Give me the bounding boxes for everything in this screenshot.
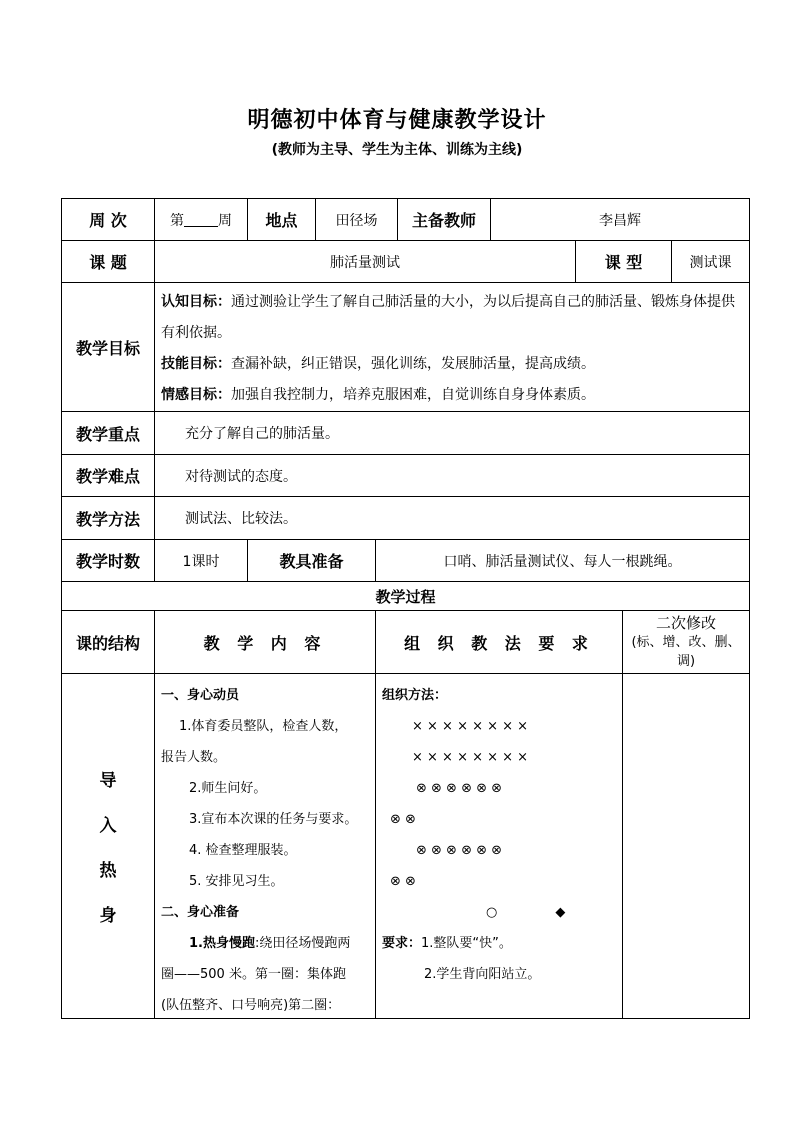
formation-row-4: ⊗ ⊗ <box>390 812 416 827</box>
side-char-2: 入 <box>99 816 117 836</box>
topic-label: 课 题 <box>62 241 155 283</box>
section-mobilize: 一、身心动员 <box>161 688 240 703</box>
warmup-content <box>155 674 376 1018</box>
goals-label: 教学目标 <box>62 283 155 412</box>
teacher-value: 李昌辉 <box>491 199 749 241</box>
hours-value: 1课时 <box>155 540 248 582</box>
run-cont-1: 圈——500 米。第一圈：集体跑 <box>161 967 346 982</box>
requirement-1: 要求：1.整队要“快”。 <box>382 936 512 951</box>
formation-row-5: ⊗ ⊗ ⊗ ⊗ ⊗ ⊗ <box>416 843 503 858</box>
equipment-value: 口哨、肺活量测试仪、每人一根跳绳。 <box>376 540 749 582</box>
difficulty-label: 教学难点 <box>62 455 155 497</box>
process-title: 教学过程 <box>62 582 749 611</box>
warmup-revision <box>623 674 749 1018</box>
difficulty-value: 对待测试的态度。 <box>155 455 749 497</box>
formation-row-6: ⊗ ⊗ <box>390 874 416 889</box>
week-suffix: 周 <box>218 212 232 229</box>
goal-cognitive: 认知目标：通过测验让学生了解自己肺活量的大小，为以后提高自己的肺活量、锻炼身体提供有利依据。 <box>161 294 735 341</box>
col-content: 教 学 内 容 <box>155 611 376 674</box>
teacher-mark: ○ <box>486 905 498 920</box>
week-cell <box>155 199 248 241</box>
equipment-label: 教具准备 <box>248 540 376 582</box>
requirement-2: 2.学生背向阳站立。 <box>424 967 541 982</box>
formation-row-2: × × × × × × × × <box>412 750 529 765</box>
run-cont-2: (队伍整齐、口号响亮)第二圈： <box>161 998 341 1013</box>
run-item: 1.热身慢跑:绕田径场慢跑两 <box>189 936 351 951</box>
side-char-4: 身 <box>99 906 117 926</box>
week-blank <box>184 212 218 227</box>
formation-row-1: × × × × × × × × <box>412 719 529 734</box>
revision-title: 二次修改 <box>655 613 716 632</box>
location-value: 田径场 <box>316 199 398 241</box>
week-prefix: 第 <box>170 212 184 229</box>
key-point-label: 教学重点 <box>62 412 155 455</box>
warmup-side-label <box>62 674 155 1018</box>
col-organization: 组 织 教 法 要 求 <box>376 611 623 674</box>
formation-row-3: ⊗ ⊗ ⊗ ⊗ ⊗ ⊗ <box>416 781 503 796</box>
item-2: 2.师生问好。 <box>189 781 267 796</box>
flag-mark: ◆ <box>555 905 566 920</box>
item-4: 4. 检查整理服装。 <box>189 843 297 858</box>
org-label: 组织方法： <box>382 688 448 703</box>
item-3: 3.宣布本次课的任务与要求。 <box>189 812 358 827</box>
goal-emotion: 情感目标：加强自我控制力，培养克服困难，自觉训练自身身体素质。 <box>161 387 595 403</box>
warmup-organization <box>376 674 623 1018</box>
week-label: 周 次 <box>62 199 155 241</box>
col-structure: 课的结构 <box>62 611 155 674</box>
goals-cell <box>155 283 749 412</box>
side-char-1: 导 <box>99 771 117 791</box>
page-title: 明德初中体育与健康教学设计 <box>247 108 547 133</box>
teacher-position-row <box>382 897 618 928</box>
item-5: 5. 安排见习生。 <box>189 874 284 889</box>
col-revision <box>623 611 749 674</box>
teacher-label: 主备教师 <box>398 199 491 241</box>
key-point-value: 充分了解自己的肺活量。 <box>155 412 749 455</box>
revision-note: (标、增、改、删、调) <box>631 634 741 669</box>
method-value: 测试法、比较法。 <box>155 497 749 540</box>
item-1-cont: 报告人数。 <box>161 750 227 765</box>
goal-skill: 技能目标：查漏补缺，纠正错误，强化训练，发展肺活量，提高成绩。 <box>161 356 595 372</box>
topic-value: 肺活量测试 <box>155 241 576 283</box>
type-label: 课 型 <box>576 241 672 283</box>
method-label: 教学方法 <box>62 497 155 540</box>
lesson-plan-table <box>61 198 750 1019</box>
hours-label: 教学时数 <box>62 540 155 582</box>
type-value: 测试课 <box>672 241 749 283</box>
page-subtitle: (教师为主导、学生为主体、训练为主线) <box>271 142 523 158</box>
item-1: 1.体育委员整队，检查人数， <box>179 719 348 734</box>
side-char-3: 热 <box>99 861 117 881</box>
section-prepare: 二、身心准备 <box>161 905 240 920</box>
location-label: 地点 <box>248 199 316 241</box>
